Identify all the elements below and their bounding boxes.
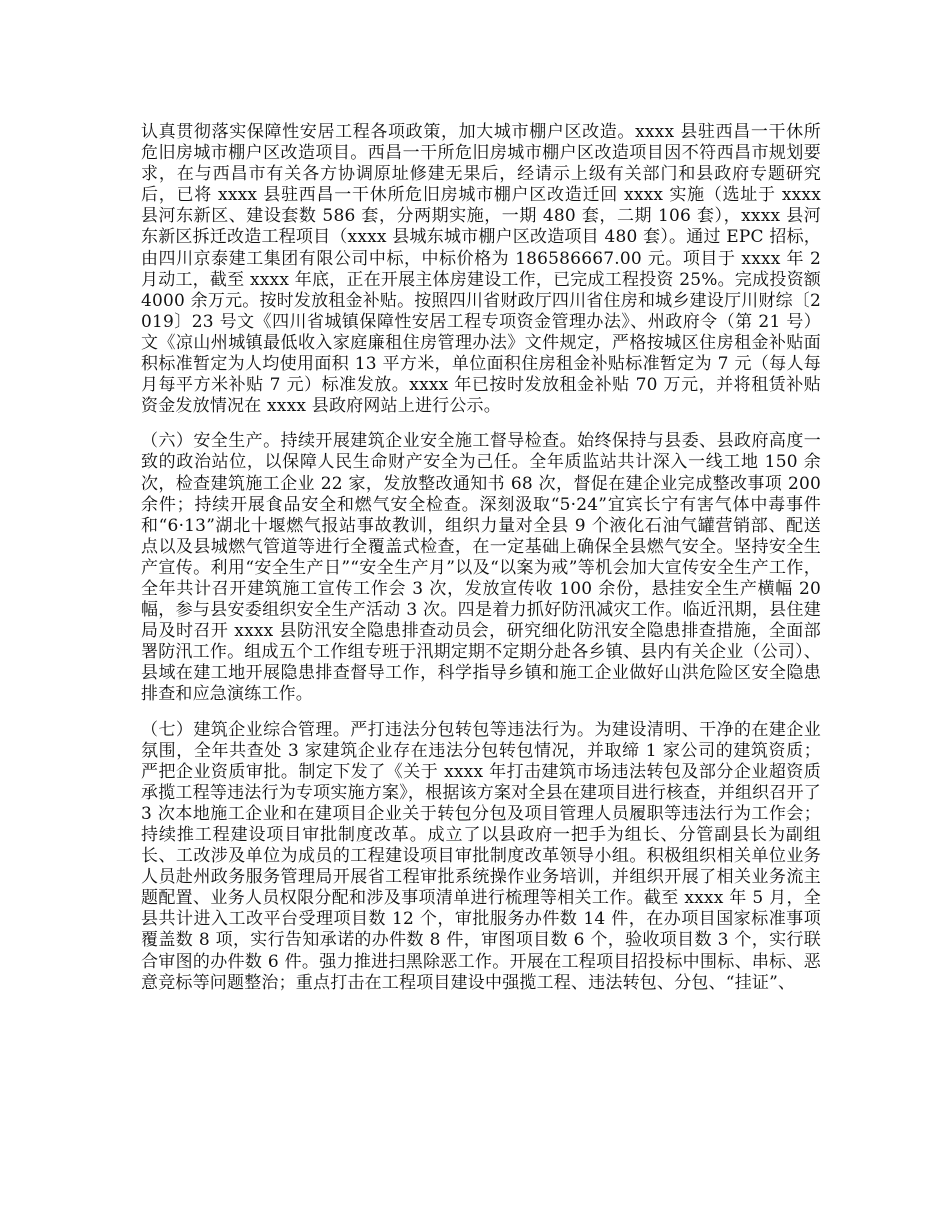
paragraph-housing-policy: 认真贯彻落实保障性安居工程各项政策，加大城市棚户区改造。xxxx 县驻西昌一干休所危旧房城市棚户区改造项目。西昌一干所危旧房城市棚户区改造项目因不符西昌市规划要求，在与西昌市有关各方协调原址修建无果后，经请示上级有关部门和县政府专题研究后，已将 xxxx 县驻西昌一干休所危旧房城市棚户区改造迁回 xxxx 实施（选址于 xxxx 县河东新区、建设套数 586 套，分两期实施，一期 480 套，二期 106 套），xxxx 县河东新区拆迁改造工程项目（xxxx 县城东城市棚户区改造项目 480 套）。通过 EPC 招标，由四川京泰建工集团有限公司中标，中标价格为 186586667.00 元。项目于 xxxx 年 2 月动工，截至 xxxx 年底，正在开展主体房建设工作，已完成工程投资 25%。完成投资额 4000 余万元。按时发放租金补贴。按照四川省财政厅四川省住房和城乡建设厅川财综〔2019〕23 号文《四川省城镇保障性安居工程专项资金管理办法》、州政府令（第 21 号）文《凉山州城镇最低收入家庭廉租住房管理办法》文件规定，严格按城区住房租金补贴面积标准暂定为人均使用面积 13 平方米，单位面积住房租金补贴标准暂定为 7 元（每人每月每平方米补贴 7 元）标准发放。xxxx 年已按时发放租金补贴 70 万元，并将租赁补贴资金发放情况在 xxxx 县政府网站上进行公示。 — [141, 122, 821, 417]
paragraph-safety-production: （六）安全生产。持续开展建筑企业安全施工督导检查。始终保持与县委、县政府高度一致的政治站位，以保障人民生命财产安全为己任。全年质监站共计深入一线工地 150 余次，检查建筑施工企业 22 家，发放整改通知书 68 次，督促在建企业完成整改事项 200 余件；持续开展食品安全和燃气安全检查。深刻汲取“5·24”宜宾长宁有害气体中毒事件和“6·13”湖北十堰燃气报站事故教训，组织力量对全县 9 个液化石油气罐营销部、配送点以及县城燃气管道等进行全覆盖式检查，在一定基础上确保全县燃气安全。坚持安全生产宣传。利用“安全生产日”“安全生产月”以及“以案为戒”等机会加大宣传安全生产工作，全年共计召开建筑施工宣传工作会 3 次，发放宣传收 100 余份，悬挂安全生产横幅 20 幅，参与县安委组织安全生产活动 3 次。四是着力抓好防汛减灾工作。临近汛期，县住建局及时召开 xxxx 县防汛安全隐患排查动员会，研究细化防汛安全隐患排查措施，全面部署防汛工作。组成五个工作组专班于汛期定期不定期分赴各乡镇、县内有关企业（公司）、县域在建工地开展隐患排查督导工作，科学指导乡镇和施工企业做好山洪危险区安全隐患排查和应急演练工作。 — [141, 431, 821, 705]
document-body — [141, 122, 821, 1008]
paragraph-construction-management: （七）建筑企业综合管理。严打违法分包转包等违法行为。为建设清明、干净的在建企业氛围，全年共查处 3 家建筑企业存在违法分包转包情况，并取缔 1 家公司的建筑资质；严把企业资质审批。制定下发了《关于 xxxx 年打击建筑市场违法转包及部分企业超资质承揽工程等违法行为专项实施方案》，根据该方案对全县在建项目进行核查，并组织召开了 3 次本地施工企业和在建项目企业关于转包分包及项目管理人员履职等违法行为工作会；持续推工程建设项目审批制度改革。成立了以县政府一把手为组长、分管副县长为副组长、工改涉及单位为成员的工程建设项目审批制度改革领导小组。积极组织相关单位业务人员赴州政务服务管理局开展省工程审批系统操作业务培训，并组织开展了相关业务流主题配置、业务人员权限分配和涉及事项清单进行梳理等相关工作。截至 xxxx 年 5 月，全县共计进入工改平台受理项目数 12 个，审批服务办件数 14 件，在办项目国家标准事项覆盖数 8 项，实行告知承诺的办件数 8 件，审图项目数 6 个，验收项目数 3 个，实行联合审图的办件数 6 件。强力推进扫黑除恶工作。开展在工程项目招投标中围标、串标、恶意竞标等问题整治；重点打击在工程项目建设中强揽工程、违法转包、分包、“挂证”、 — [141, 719, 821, 993]
